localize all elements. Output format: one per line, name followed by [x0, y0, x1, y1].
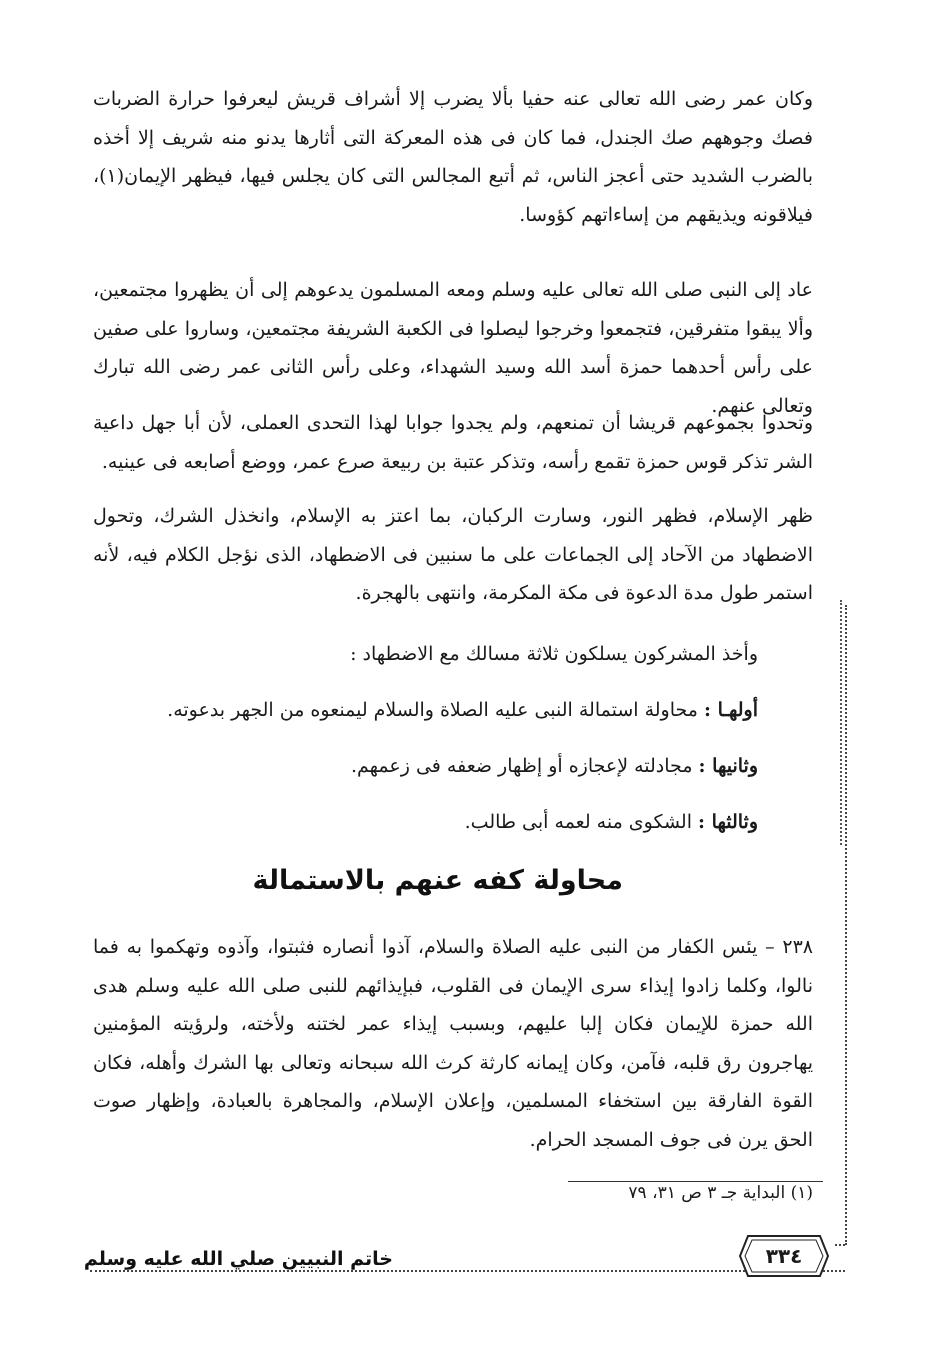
list-item — [138, 690, 758, 746]
list-intro: وأخذ المشركون يسلكون ثلاثة مسالك مع الاضطهاد : — [350, 643, 758, 665]
margin-dotted-rule — [840, 600, 842, 845]
footer-top-rule — [835, 1244, 845, 1246]
paragraph-1: وكان عمر رضى الله تعالى عنه حفيا بألا يضرب إلا أشراف قريش ليعرفوا حرارة الضربات فصك وجوههم صك الجندل، فما كان فى هذه المعركة التى أثارها يدنو منه شريف إلا أخذه بالضرب الشديد حتى أعجز الناس، ثم أتبع المجالس التى كان يجلس فيها، فيظهر الإيمان(١)، فيلاقونه ويذيقهم من إساءاتهم كؤوسا. — [93, 88, 813, 226]
methods-list — [138, 634, 758, 858]
list-item — [138, 802, 758, 858]
footer-bottom-rule — [90, 1270, 845, 1272]
page-number: ٣٣٤ — [765, 1244, 803, 1268]
running-footer-title: خاتم النبيين صلي الله عليه وسلم — [83, 1248, 393, 1270]
paragraph-5: ٢٣٨ – يئس الكفار من النبى عليه الصلاة والسلام، آذوا أنصاره فثبتوا، وآذوه وتهكموا به فما نالوا، وكلما زادوا إيذاء سرى الإيمان فى القلوب، فبإيذائهم للنبى صلى الله عليه وسلم هدى الله حمزة للإيمان فكان إلبا عليهم، وبسبب إيذاء عمر لختنه ولأخته، ولرؤيته المؤمنين يهاجرون رق قلبه، فآمن، وكان إيمانه كارثة كرث الله سبحانه وتعالى بها الشرك وأهله، فكان القوة الفارقة بين استخفاء المسلمين، وإعلان الإسلام، والمجاهرة بالعبادة، وإظهار صوت الحق يرن فى جوف المسجد الحرام. — [93, 936, 813, 1151]
page-number-badge — [738, 1234, 830, 1278]
list-item-label: أولهـا : — [704, 699, 758, 721]
list-item-label: وثالثها : — [698, 811, 758, 833]
section-heading: محاولة كفه عنهم بالاستمالة — [252, 865, 623, 896]
footnote-rule — [568, 1181, 823, 1182]
list-item-text: مجادلته لإعجازه أو إظهار ضعفه فى زعمهم. — [350, 755, 699, 777]
list-item-label: وثانيها : — [698, 755, 758, 777]
footnote: (١) البداية جـ ٣ ص ٣١، ٧٩ — [628, 1183, 813, 1203]
frame-dotted-rule — [845, 605, 847, 1245]
paragraph-3: وتحدوا بجموعهم قريشا أن تمنعهم، ولم يجدوا جوابا لهذا التحدى العملى، لأن أبا جهل داعية الشر تذكر قوس حمزة تقمع رأسه، وتذكر عتبة بن ربيعة صرع عمر، ووضع أصابعه فى عينيه. — [93, 412, 813, 473]
paragraph-2: عاد إلى النبى صلى الله تعالى عليه وسلم ومعه المسلمون يدعوهم إلى أن يظهروا مجتمعين، وألا يبقوا متفرقين، فتجمعوا وخرجوا ليصلوا فى الكعبة الشريفة مجتمعين، وساروا على صفين على رأس أحدهما حمزة أسد الله وسيد الشهداء، وعلى رأس الثانى عمر رضى الله تبارك وتعالى عنهم. — [93, 279, 814, 417]
list-item-text: الشكوى منه لعمه أبى طالب. — [464, 811, 699, 833]
list-item — [138, 746, 758, 802]
list-item-text: محاولة استمالة النبى عليه الصلاة والسلام ليمنعوه من الجهر بدعوته. — [167, 699, 704, 721]
paragraph-4: ظهر الإسلام، فظهر النور، وسارت الركبان، بما اعتز به الإسلام، وانخذل الشرك، وتحول الاضطهاد من الآحاد إلى الجماعات على ما سنبين فى الاضطهاد، الذى نؤجل الكلام فيه، لأنه استمر طول مدة الدعوة فى مكة المكرمة، وانتهى بالهجرة. — [93, 505, 813, 604]
